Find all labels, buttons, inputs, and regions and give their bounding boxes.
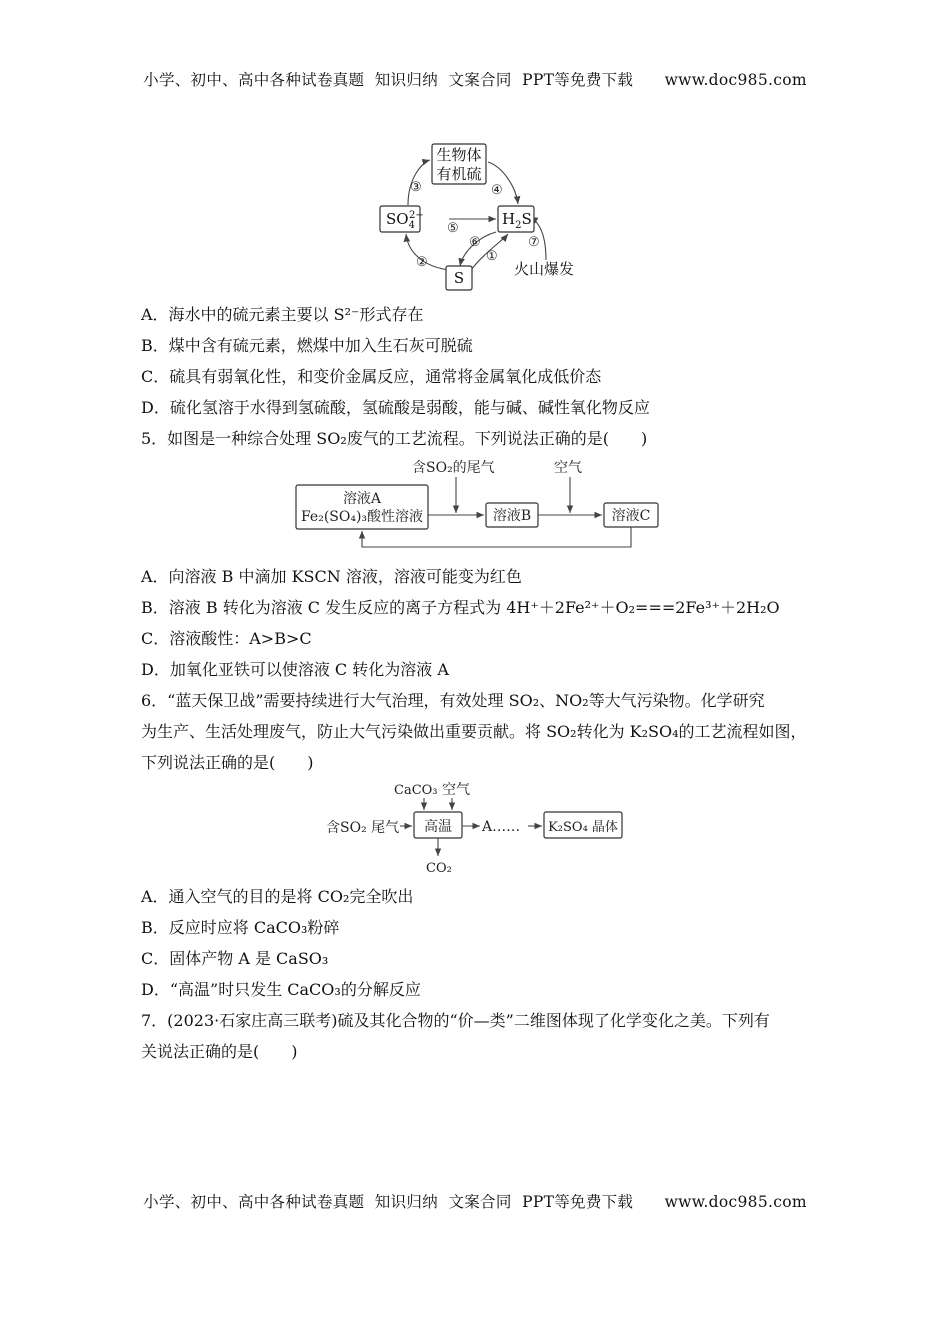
so4-label: $SO_42-$ bbox=[386, 210, 424, 231]
solution-b-label: 溶液B bbox=[492, 508, 532, 524]
arrow-2 bbox=[406, 234, 450, 270]
air-label: 空气 bbox=[554, 460, 582, 476]
h2s-label: $H_2S$ bbox=[502, 210, 532, 231]
step-4: ④ bbox=[491, 183, 503, 198]
q4-option-b: B．煤中含有硫元素，燃煤中加入生石灰可脱硫 bbox=[141, 336, 473, 355]
q6-option-a: A．通入空气的目的是将 CO₂完全吹出 bbox=[141, 887, 414, 906]
q5-stem: 5．如图是一种综合处理 SO₂废气的工艺流程。下列说法正确的是( ) bbox=[141, 429, 648, 448]
q4-option-a: A．海水中的硫元素主要以 S²⁻形式存在 bbox=[141, 305, 424, 324]
tail-gas-label: 含SO₂的尾气 bbox=[412, 460, 495, 476]
q6-tail-gas-label: 含SO₂ 尾气 bbox=[326, 820, 400, 836]
q5-option-d: D．加氧化亚铁可以使溶液 C 转化为溶液 A bbox=[141, 660, 449, 679]
q6-option-d: D．“高温”时只发生 CaCO₃的分解反应 bbox=[141, 980, 421, 999]
solution-c-label: 溶液C bbox=[611, 508, 651, 524]
organism-label-2: 有机硫 bbox=[436, 165, 482, 183]
q6-process-diagram bbox=[322, 776, 632, 878]
step-6: ⑥ bbox=[469, 235, 481, 250]
q5-option-c: C．溶液酸性：A>B>C bbox=[141, 629, 312, 648]
volcano-label: 火山爆发 bbox=[514, 260, 575, 278]
step-7: ⑦ bbox=[528, 235, 540, 250]
q6-option-b: B．反应时应将 CaCO₃粉碎 bbox=[141, 918, 340, 937]
high-temp-label: 高温 bbox=[424, 819, 452, 835]
step-2: ② bbox=[416, 255, 428, 270]
solution-a-label-1: 溶液A bbox=[342, 491, 382, 507]
q7-stem-line-1: 7．(2023·石家庄高三联考)硫及其化合物的“价—类”二维图体现了化学变化之美。下列有 bbox=[141, 1011, 770, 1030]
step-1: ① bbox=[486, 249, 498, 264]
organism-label-1: 生物体 bbox=[436, 146, 482, 164]
step-3: ③ bbox=[410, 180, 422, 195]
q6-stem-line-3: 下列说法正确的是( ) bbox=[141, 753, 314, 772]
co2-label: CO₂ bbox=[426, 861, 452, 876]
q6-option-c: C．固体产物 A 是 CaSO₃ bbox=[141, 949, 329, 968]
s-label: S bbox=[453, 269, 465, 287]
solution-a-label-2: Fe₂(SO₄)₃酸性溶液 bbox=[300, 509, 424, 525]
air-label-q6: 空气 bbox=[442, 782, 470, 798]
q4-option-c: C．硫具有弱氧化性，和变价金属反应，通常将金属氧化成低价态 bbox=[141, 367, 602, 386]
q5-option-a: A．向溶液 B 中滴加 KSCN 溶液，溶液可能变为红色 bbox=[141, 567, 522, 586]
q4-option-d: D．硫化氢溶于水得到氢硫酸，氢硫酸是弱酸，能与碱、碱性氧化物反应 bbox=[141, 398, 650, 417]
step-5: ⑤ bbox=[447, 221, 459, 236]
q6-stem-line-1: 6．“蓝天保卫战”需要持续进行大气治理，有效处理 SO₂、NO₂等大气污染物。化学研究 bbox=[141, 691, 765, 710]
page-footer: 小学、初中、高中各种试卷真题 知识归纳 文案合同 PPT等免费下载 www.doc985.com bbox=[143, 1193, 807, 1211]
q5-option-b: B．溶液 B 转化为溶液 C 发生反应的离子方程式为 4H⁺＋2Fe²⁺＋O₂===2Fe³⁺＋2H₂O bbox=[141, 598, 780, 617]
q7-stem-line-2: 关说法正确的是( ) bbox=[141, 1042, 298, 1061]
page-header: 小学、初中、高中各种试卷真题 知识归纳 文案合同 PPT等免费下载 www.doc985.com bbox=[143, 71, 807, 89]
q6-stem-line-2: 为生产、生活处理废气，防止大气污染做出重要贡献。将 SO₂转化为 K₂SO₄的工艺流程如图， bbox=[141, 722, 807, 741]
k2so4-label: K₂SO₄ 晶体 bbox=[548, 820, 618, 835]
sulfur-cycle-diagram bbox=[378, 142, 588, 294]
caco3-label: CaCO₃ bbox=[394, 783, 438, 798]
product-a-label: A…… bbox=[482, 819, 521, 835]
q5-process-diagram bbox=[292, 455, 664, 555]
